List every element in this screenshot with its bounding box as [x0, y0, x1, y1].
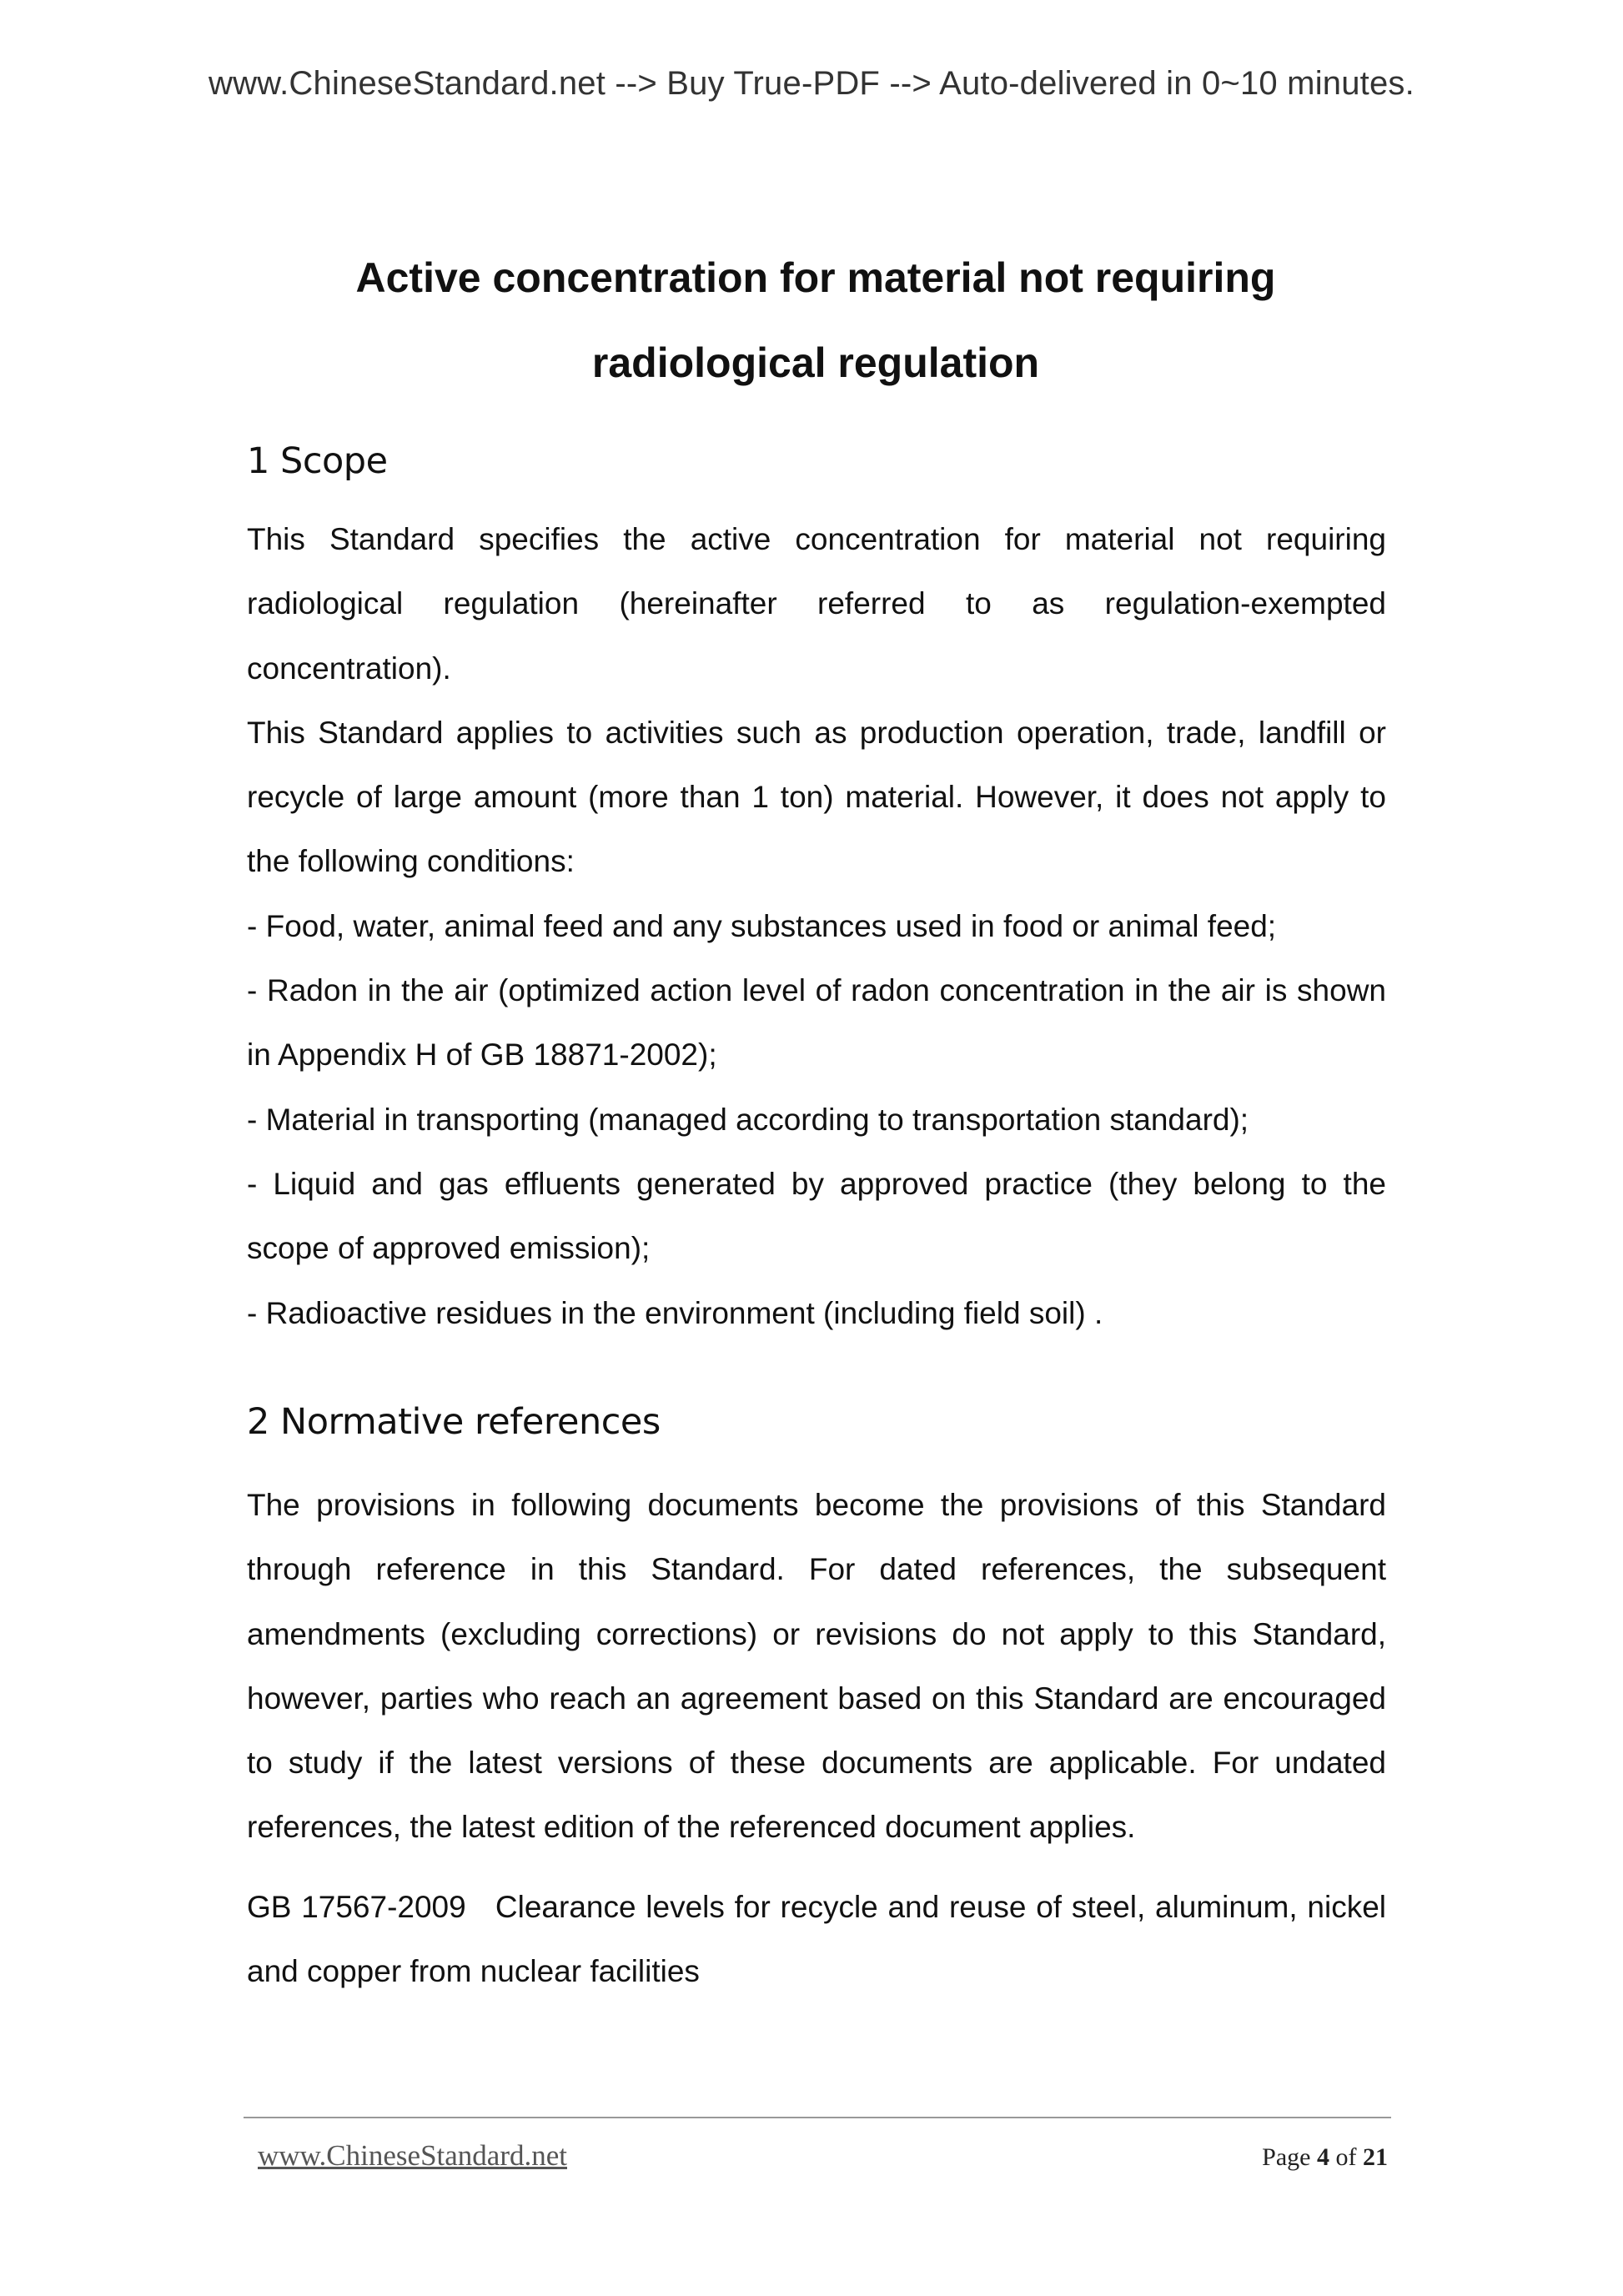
exclusion-item-radon: - Radon in the air (optimized action level of radon concentration in the air is shown in Appendix H of GB 18871-2002); [247, 973, 1386, 1073]
exclusion-item-transport: - Material in transporting (managed according to transportation standard); [247, 1102, 1249, 1137]
normative-references-paragraph: The provisions in following documents become the provisions of this Standard through reference in this Standard. For dated references, the subsequent amendments (excluding corrections) or revisions do not apply to this Standard, however, parties who reach an agreement based on this Standard are encouraged to study if the latest versions of these documents are applicable. For undated references, the latest edition of the referenced document applies. [247, 1488, 1386, 1845]
document-title-line1: Active concentration for material not requiring [355, 254, 1276, 301]
document-title-line2: radiological regulation [591, 339, 1040, 386]
scope-paragraph-1: This Standard specifies the active concentration for material not requiring radiological regulation (hereinafter referred to as regulation-exempted concentration). [247, 522, 1386, 686]
section-heading-scope: 1 Scope [247, 440, 388, 482]
footer-site-link[interactable]: www.ChineseStandard.net [258, 2139, 567, 2172]
section-normative-references [247, 1401, 1386, 2003]
page-total: 21 [1363, 2143, 1388, 2171]
section-scope [247, 440, 1386, 1345]
page-number [1262, 2143, 1388, 2172]
footer-divider [244, 2117, 1391, 2118]
page-label: Page [1262, 2143, 1311, 2171]
exclusion-item-food: - Food, water, animal feed and any substances used in food or animal feed; [247, 908, 1277, 943]
page-current: 4 [1317, 2143, 1329, 2171]
page-of: of [1335, 2143, 1357, 2171]
exclusion-item-residues: - Radioactive residues in the environment (including field soil) . [247, 1295, 1103, 1330]
reference-entry-gb17567: GB 17567-2009 Clearance levels for recycle and reuse of steel, aluminum, nickel and copper from nuclear facilities [247, 1889, 1386, 1989]
top-banner: www.ChineseStandard.net --> Buy True-PDF --> Auto-delivered in 0~10 minutes. [209, 65, 1414, 102]
document-title [242, 235, 1389, 405]
exclusion-item-effluents: - Liquid and gas effluents generated by approved practice (they belong to the scope of approved emission); [247, 1166, 1386, 1266]
section-heading-normative-references: 2 Normative references [247, 1401, 661, 1443]
scope-paragraph-2: This Standard applies to activities such as production operation, trade, landfill or recycle of large amount (more than 1 ton) material. However, it does not apply to the following conditions: [247, 715, 1386, 879]
